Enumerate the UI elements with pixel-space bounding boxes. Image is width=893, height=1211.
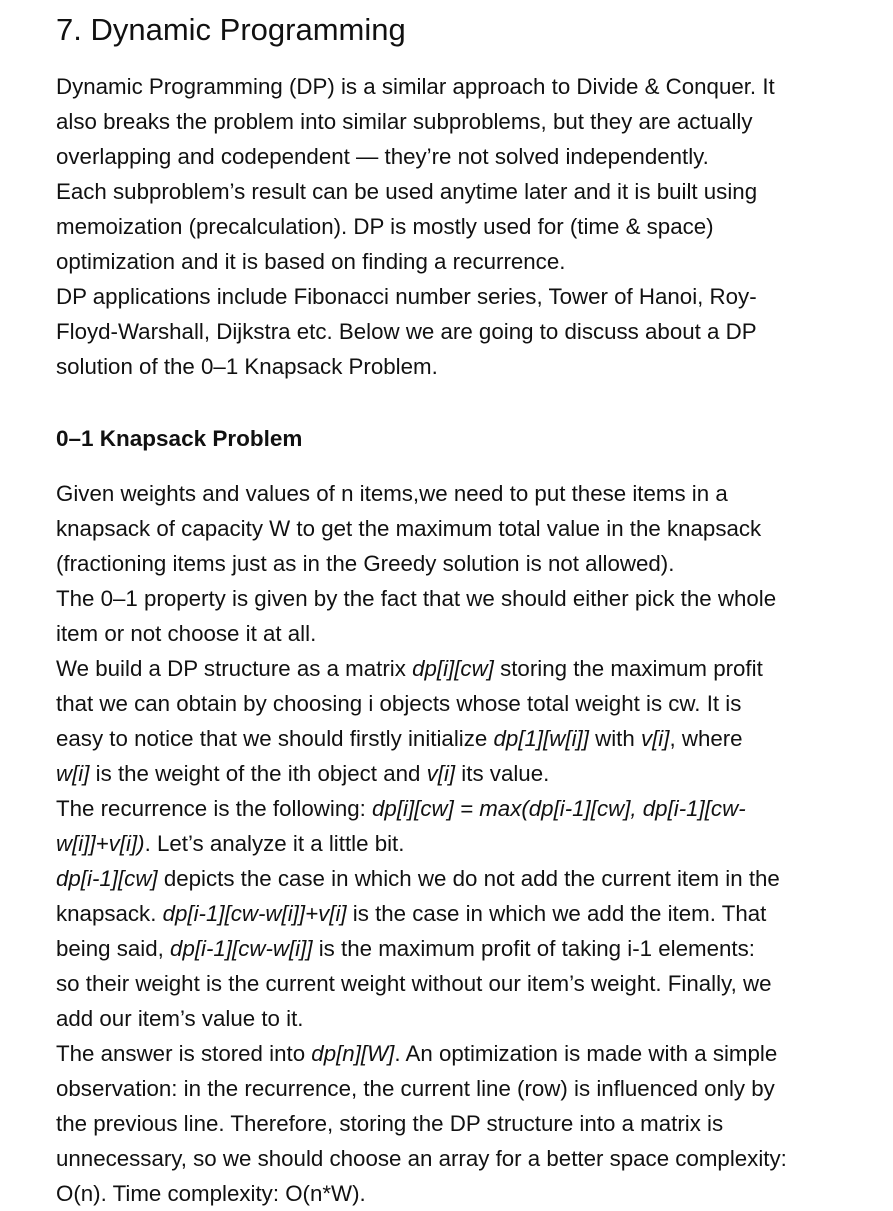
text-line: Dynamic Programming (DP) is a similar approach to Divide & Conquer. It: [56, 74, 775, 99]
text-line: Each subproblem’s result can be used anytime later and it is built using: [56, 179, 758, 204]
section-title: 7. Dynamic Programming: [56, 12, 406, 47]
text-run: . An optimization is made with a simple: [394, 1041, 778, 1066]
text-line: [56, 791, 856, 826]
text-line: [56, 826, 856, 861]
text-line: DP applications include Fibonacci number series, Tower of Hanoi, Roy-: [56, 284, 757, 309]
text-line: The 0–1 property is given by the fact that we should either pick the whole: [56, 586, 777, 611]
text-run: knapsack.: [56, 901, 163, 926]
formula: v[i]: [426, 761, 456, 786]
text-run: We build a DP structure as a matrix: [56, 656, 413, 681]
formula: dp[n][W]: [311, 1041, 395, 1066]
text-run: is the case in which we add the item. That: [346, 901, 767, 926]
text-line: overlapping and codependent — they’re not solved independently.: [56, 144, 709, 169]
text-run: depicts the case in which we do not add the current item in the: [157, 866, 780, 891]
formula: dp[i-1][cw-w[i]]+v[i]: [162, 901, 347, 926]
subsection-heading: 0–1 Knapsack Problem: [56, 426, 303, 451]
text-line: solution of the 0–1 Knapsack Problem.: [56, 354, 438, 379]
formula: dp[1][w[i]]: [493, 726, 589, 751]
text-line: [56, 861, 856, 896]
text-run: easy to notice that we should firstly initialize: [56, 726, 494, 751]
text-line: the previous line. Therefore, storing the DP structure into a matrix is: [56, 1111, 724, 1136]
text-line: Given weights and values of n items,we need to put these items in a: [56, 481, 728, 506]
text-line: unnecessary, so we should choose an array for a better space complexity:: [56, 1146, 787, 1171]
text-line: so their weight is the current weight without our item’s weight. Finally, we: [56, 971, 772, 996]
text-run: , where: [669, 726, 743, 751]
formula: dp[i][cw] = max(dp[i-1][cw], dp[i-1][cw-: [372, 796, 746, 821]
text-line: memoization (precalculation). DP is mostly used for (time & space): [56, 214, 714, 239]
text-line: [56, 721, 856, 756]
text-run: storing the maximum profit: [493, 656, 763, 681]
formula: dp[i-1][cw]: [56, 866, 158, 891]
formula: dp[i][cw]: [412, 656, 494, 681]
intro-paragraph: [56, 69, 856, 384]
text-line: [56, 931, 856, 966]
text-line: [56, 1036, 856, 1071]
knapsack-paragraph: [56, 476, 856, 1211]
text-line: item or not choose it at all.: [56, 621, 317, 646]
text-line: [56, 651, 856, 686]
text-run: is the maximum profit of taking i-1 elements:: [312, 936, 755, 961]
formula: dp[i-1][cw-w[i]]: [170, 936, 313, 961]
text-run: . Let’s analyze it a little bit.: [144, 831, 405, 856]
formula: w[i]: [56, 761, 90, 786]
text-line: Floyd-Warshall, Dijkstra etc. Below we are going to discuss about a DP: [56, 319, 757, 344]
formula: w[i]]+v[i]): [56, 831, 145, 856]
text-line: also breaks the problem into similar subproblems, but they are actually: [56, 109, 753, 134]
text-run: The recurrence is the following:: [56, 796, 373, 821]
formula: v[i]: [640, 726, 670, 751]
text-run: being said,: [56, 936, 171, 961]
text-line: that we can obtain by choosing i objects whose total weight is cw. It is: [56, 691, 742, 716]
text-line: [56, 896, 856, 931]
text-line: knapsack of capacity W to get the maximum total value in the knapsack: [56, 516, 762, 541]
text-line: (fractioning items just as in the Greedy solution is not allowed).: [56, 551, 675, 576]
text-line: [56, 756, 856, 791]
text-line: add our item’s value to it.: [56, 1006, 304, 1031]
text-run: with: [588, 726, 641, 751]
text-run: its value.: [455, 761, 550, 786]
text-line: observation: in the recurrence, the current line (row) is influenced only by: [56, 1076, 775, 1101]
text-run: The answer is stored into: [56, 1041, 312, 1066]
text-run: is the weight of the ith object and: [89, 761, 427, 786]
text-line: optimization and it is based on finding a recurrence.: [56, 249, 566, 274]
text-line: O(n). Time complexity: O(n*W).: [56, 1181, 366, 1206]
